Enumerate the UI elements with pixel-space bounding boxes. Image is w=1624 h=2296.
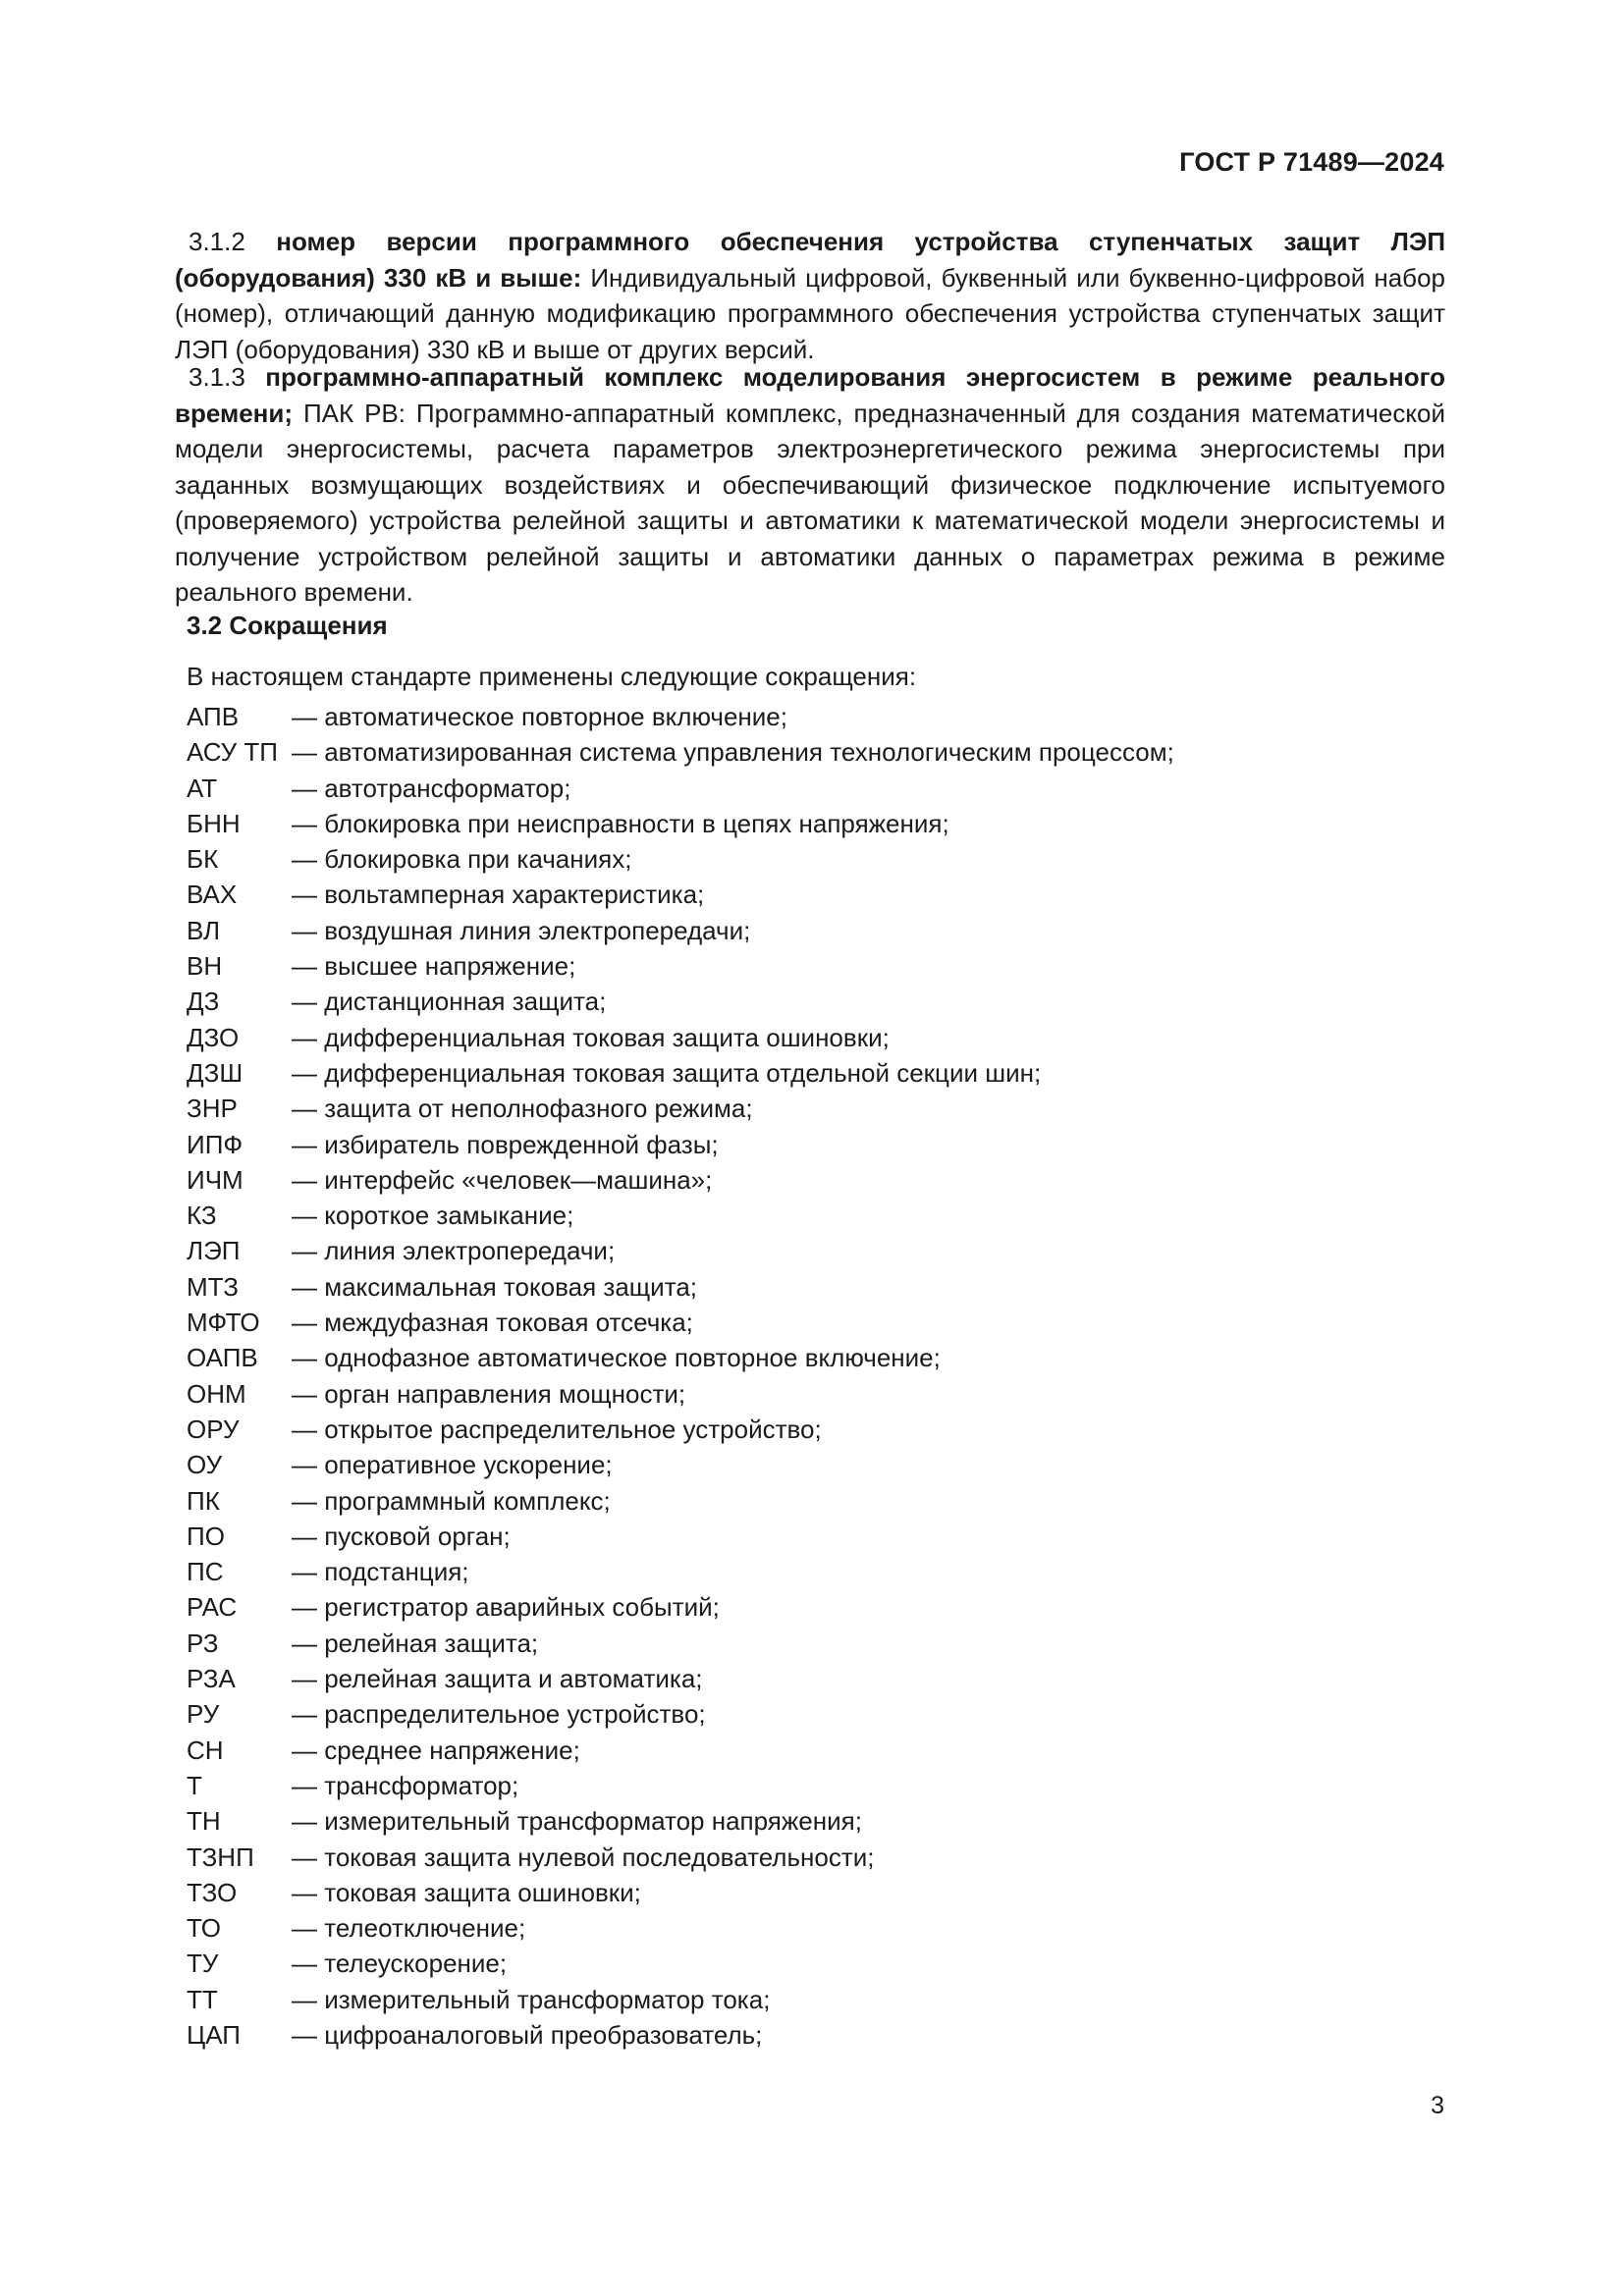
abbreviation-code: КЗ	[187, 1201, 217, 1231]
abbreviation-code: ДЗШ	[187, 1057, 244, 1088]
abbreviation-row	[187, 1554, 1174, 1589]
abbreviation-row	[187, 1091, 1174, 1126]
abbreviation-row	[187, 1127, 1174, 1162]
abbreviation-definition: — вольтамперная характеристика;	[292, 880, 705, 910]
abbreviation-row	[187, 699, 1174, 734]
abbreviation-definition: — релейная защита и автоматика;	[292, 1664, 703, 1694]
abbreviation-code: ДЗО	[187, 1022, 240, 1052]
abbreviation-row	[187, 1840, 1174, 1875]
abbreviation-code: РЗ	[187, 1628, 219, 1658]
abbreviation-code: ТУ	[187, 1949, 219, 1979]
term-definition: Индивидуальный цифровой, буквенный или буквенно-цифровой набор (номер), отличающий данную модификацию программного обеспечения устройства ступенчатых защит ЛЭП (оборудования) 330 кВ и выше от других версий.	[175, 262, 1445, 364]
document-header-id: ГОСТ Р 71489—2024	[1179, 147, 1444, 177]
section-intro: В настоящем стандарте применены следующие сокращения:	[187, 662, 917, 691]
abbreviation-row	[187, 1020, 1174, 1055]
abbreviation-code: БНН	[187, 808, 241, 838]
abbreviation-row	[187, 1198, 1174, 1233]
abbreviation-definition: — линия электропередачи;	[292, 1236, 616, 1266]
abbreviation-definition: — пусковой орган;	[292, 1521, 511, 1551]
abbreviation-definition: — автотрансформатор;	[292, 773, 571, 803]
abbreviation-row	[187, 2017, 1174, 2053]
term-title: номер версии программного обеспечения устройства ступенчатых защит ЛЭП (оборудования) 330 кВ и выше:	[175, 227, 1446, 293]
abbreviation-definition: — измерительный трансформатор тока;	[292, 1984, 771, 2014]
abbreviation-row	[187, 1233, 1174, 1268]
abbreviation-row	[187, 1875, 1174, 1910]
abbreviation-code: РЗА	[187, 1664, 236, 1694]
abbreviation-row	[187, 1733, 1174, 1768]
abbreviation-code: ИЧМ	[187, 1164, 244, 1195]
abbreviation-code: ОУ	[187, 1450, 223, 1480]
abbreviation-definition: — телеотключение;	[292, 1913, 526, 1944]
abbreviation-definition: — дифференциальная токовая защита ошиновки;	[292, 1022, 890, 1052]
abbreviation-definition: — автоматизированная система управления технологическим процессом;	[292, 737, 1174, 768]
abbreviation-definition: — блокировка при неисправности в цепях напряжения;	[292, 808, 949, 838]
abbreviation-row	[187, 841, 1174, 877]
abbreviation-row	[187, 1447, 1174, 1482]
abbreviation-definition: — открытое распределительное устройство;	[292, 1414, 822, 1444]
abbreviation-code: ВЛ	[187, 915, 221, 945]
abbreviation-row	[187, 1803, 1174, 1839]
page-number: 3	[1431, 2092, 1444, 2119]
abbreviation-code: ЛЭП	[187, 1236, 241, 1266]
abbreviation-row	[187, 1910, 1174, 1946]
abbreviation-row	[187, 1768, 1174, 1803]
abbreviation-definition: — релейная защита;	[292, 1628, 539, 1658]
abbreviation-code: ПК	[187, 1485, 220, 1516]
abbreviation-code: ТН	[187, 1806, 221, 1837]
term-number: 3.1.2	[189, 227, 245, 256]
abbreviation-row	[187, 1626, 1174, 1661]
abbreviation-definition: — интерфейс «человек—машина»;	[292, 1164, 713, 1195]
abbreviation-row	[187, 1162, 1174, 1198]
abbreviation-definition: — распределительное устройство;	[292, 1699, 706, 1730]
abbreviation-definition: — трансформатор;	[292, 1770, 519, 1800]
abbreviation-row	[187, 1946, 1174, 1981]
abbreviation-code: Т	[187, 1770, 202, 1800]
abbreviation-code: ЗНР	[187, 1094, 238, 1124]
abbreviation-code: ВАХ	[187, 880, 238, 910]
abbreviation-definition: — программный комплекс;	[292, 1485, 611, 1516]
abbreviation-definition: — избиратель поврежденной фазы;	[292, 1129, 719, 1159]
abbreviation-definition: — токовая защита ошиновки;	[292, 1877, 641, 1907]
abbreviation-definition: — оперативное ускорение;	[292, 1450, 613, 1480]
abbreviation-row	[187, 806, 1174, 841]
abbreviation-definition: — максимальная токовая защита;	[292, 1271, 698, 1302]
abbreviation-definition: — орган направления мощности;	[292, 1378, 686, 1409]
abbreviation-row	[187, 1376, 1174, 1412]
abbreviation-code: РУ	[187, 1699, 220, 1730]
abbreviation-code: МФТО	[187, 1308, 260, 1338]
abbreviation-row	[187, 1696, 1174, 1732]
abbreviation-code: ЦАП	[187, 2019, 241, 2050]
abbreviation-definition: — высшее напряжение;	[292, 951, 576, 982]
abbreviation-row	[187, 913, 1174, 948]
abbreviation-list	[187, 699, 1174, 2053]
abbreviation-definition: — блокировка при качаниях;	[292, 844, 632, 875]
abbreviation-code: АТ	[187, 773, 218, 803]
abbreviation-definition: — среднее напряжение;	[292, 1735, 580, 1765]
abbreviation-row	[187, 948, 1174, 984]
abbreviation-code: ТО	[187, 1913, 221, 1944]
abbreviation-code: ТЗНП	[187, 1842, 254, 1872]
abbreviation-definition: — токовая защита нулевой последовательности;	[292, 1842, 875, 1872]
abbreviation-definition: — дифференциальная токовая защита отдельной секции шин;	[292, 1057, 1042, 1088]
abbreviation-row	[187, 1483, 1174, 1519]
abbreviation-code: ВН	[187, 951, 223, 982]
abbreviation-code: ОАПВ	[187, 1343, 258, 1373]
abbreviation-code: ТЗО	[187, 1877, 238, 1907]
abbreviation-code: АПВ	[187, 702, 240, 731]
abbreviation-code: ПС	[187, 1557, 224, 1587]
abbreviation-row	[187, 984, 1174, 1019]
abbreviation-definition: — однофазное автоматическое повторное включение;	[292, 1343, 941, 1373]
abbreviation-row	[187, 734, 1174, 770]
abbreviation-row	[187, 1412, 1174, 1447]
abbreviation-row	[187, 1269, 1174, 1305]
abbreviation-code: АСУ ТП	[187, 737, 278, 768]
abbreviation-code: ИПФ	[187, 1129, 244, 1159]
abbreviation-definition: — воздушная линия электропередачи;	[292, 915, 751, 945]
abbreviation-code: СН	[187, 1735, 224, 1765]
abbreviation-row	[187, 1589, 1174, 1625]
abbreviation-code: ДЗ	[187, 987, 220, 1017]
abbreviation-definition: — регистратор аварийных событий;	[292, 1592, 720, 1623]
term-title: программно-аппаратный комплекс моделирования энергосистем в режиме реального времени;	[175, 362, 1445, 428]
abbreviation-definition: — автоматическое повторное включение;	[292, 702, 787, 731]
abbreviation-definition: — дистанционная защита;	[292, 987, 607, 1017]
abbreviation-row	[187, 771, 1174, 806]
term-3-1-2	[175, 224, 1445, 367]
term-number: 3.1.3	[189, 362, 245, 392]
abbreviation-definition: — подстанция;	[292, 1557, 469, 1587]
abbreviation-code: РАС	[187, 1592, 238, 1623]
abbreviation-definition: — защита от неполнофазного режима;	[292, 1094, 753, 1124]
abbreviation-definition: — междуфазная токовая отсечка;	[292, 1308, 693, 1338]
abbreviation-row	[187, 1305, 1174, 1340]
abbreviation-row	[187, 1055, 1174, 1091]
term-definition: ПАК РВ: Программно-аппаратный комплекс, предназначенный для создания математической модели энергосистемы, расчета параметров электроэнергетического режима энергосистемы при заданных возмущающих воздействиях и обеспечивающий физическое подключение испытуемого (проверяемого) устройства релейной защиты и автоматики к математической модели энергосистемы и получение устройством релейной защиты и автоматики данных о параметрах режима в режиме реального времени.	[175, 398, 1445, 607]
abbreviation-code: ОНМ	[187, 1378, 246, 1409]
abbreviation-code: МТЗ	[187, 1271, 239, 1302]
abbreviation-row	[187, 1982, 1174, 2017]
abbreviation-row	[187, 1661, 1174, 1696]
abbreviation-definition: — телеускорение;	[292, 1949, 508, 1979]
abbreviation-row	[187, 1340, 1174, 1375]
abbreviation-code: ОРУ	[187, 1414, 240, 1444]
abbreviation-definition: — цифроаналоговый преобразователь;	[292, 2019, 763, 2050]
abbreviation-row	[187, 1519, 1174, 1554]
abbreviation-code: ПО	[187, 1521, 225, 1551]
term-3-1-3	[175, 359, 1445, 611]
section-title: 3.2 Сокращения	[187, 611, 388, 640]
abbreviation-row	[187, 877, 1174, 912]
abbreviation-definition: — короткое замыкание;	[292, 1201, 574, 1231]
abbreviation-definition: — измерительный трансформатор напряжения;	[292, 1806, 862, 1837]
abbreviation-code: ТТ	[187, 1984, 218, 2014]
abbreviation-code: БК	[187, 844, 219, 875]
